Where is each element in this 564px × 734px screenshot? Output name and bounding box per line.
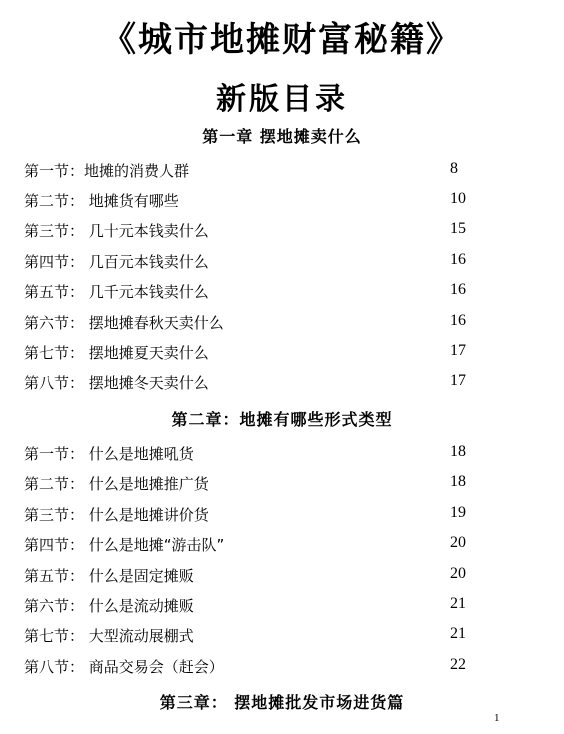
toc-entry-label: 第四节： 几百元本钱卖什么 (24, 253, 209, 271)
toc-entry (24, 160, 484, 182)
toc-entry-label: 第一节：地摊的消费人群 (24, 162, 190, 180)
toc-entry-page: 21 (450, 595, 466, 612)
toc-entry (24, 372, 484, 394)
toc-entry-label: 第三节： 什么是地摊讲价货 (24, 506, 209, 524)
toc-entry (24, 656, 484, 678)
toc-entry-page: 15 (450, 220, 466, 237)
toc-entry-page: 17 (450, 372, 466, 389)
toc-entry (24, 190, 484, 212)
toc-entry (24, 220, 484, 242)
toc-entry (24, 534, 484, 556)
toc-entry-page: 18 (450, 473, 466, 490)
toc-entry (24, 443, 484, 465)
toc-entry-page: 22 (450, 656, 466, 673)
toc-entry-label: 第二节： 地摊货有哪些 (24, 192, 179, 210)
toc-entry-page: 16 (450, 281, 466, 298)
toc-entry-page: 16 (450, 312, 466, 329)
toc-entry (24, 342, 484, 364)
toc-entry-label: 第七节： 大型流动展棚式 (24, 627, 194, 645)
toc-entry (24, 251, 484, 273)
toc-entry (24, 473, 484, 495)
toc-entry-label: 第五节： 什么是固定摊贩 (24, 567, 194, 585)
toc-entry-label: 第七节： 摆地摊夏天卖什么 (24, 344, 209, 362)
toc-entry-page: 20 (450, 534, 466, 551)
toc-entry-page: 19 (450, 504, 466, 521)
toc-entry-page: 21 (450, 625, 466, 642)
toc-entry (24, 625, 484, 647)
toc-entry-label: 第二节： 什么是地摊推广货 (24, 475, 209, 493)
toc-entry-label: 第四节： 什么是地摊“游击队” (24, 536, 225, 554)
chapter-heading-3: 第三章： 摆地摊批发市场进货篇 (159, 693, 405, 712)
toc-entry (24, 504, 484, 526)
toc-entry (24, 281, 484, 303)
toc-entry (24, 595, 484, 617)
toc-entry-page: 10 (450, 190, 466, 207)
chapter-heading-1: 第一章 摆地摊卖什么 (202, 127, 362, 146)
toc-entry (24, 565, 484, 587)
page-number: 1 (494, 712, 500, 724)
toc-entry-page: 17 (450, 342, 466, 359)
document-title: 《城市地摊财富秘籍》 (102, 20, 462, 60)
toc-entry-label: 第六节： 摆地摊春秋天卖什么 (24, 314, 224, 332)
toc-entry-label: 第六节： 什么是流动摊贩 (24, 597, 194, 615)
toc-entry-label: 第八节： 摆地摊冬天卖什么 (24, 374, 209, 392)
document-subtitle: 新版目录 (216, 82, 348, 117)
toc-entry-label: 第八节： 商品交易会（赶会） (24, 658, 224, 676)
toc-entry-label: 第一节： 什么是地摊吼货 (24, 445, 194, 463)
toc-entry-label: 第三节： 几十元本钱卖什么 (24, 222, 209, 240)
toc-entry-page: 20 (450, 565, 466, 582)
toc-entry-page: 8 (450, 160, 458, 177)
toc-entry (24, 312, 484, 334)
toc-entry-label: 第五节： 几千元本钱卖什么 (24, 283, 209, 301)
toc-entry-page: 16 (450, 251, 466, 268)
toc-entry-page: 18 (450, 443, 466, 460)
chapter-heading-2: 第二章：地摊有哪些形式类型 (171, 410, 393, 429)
